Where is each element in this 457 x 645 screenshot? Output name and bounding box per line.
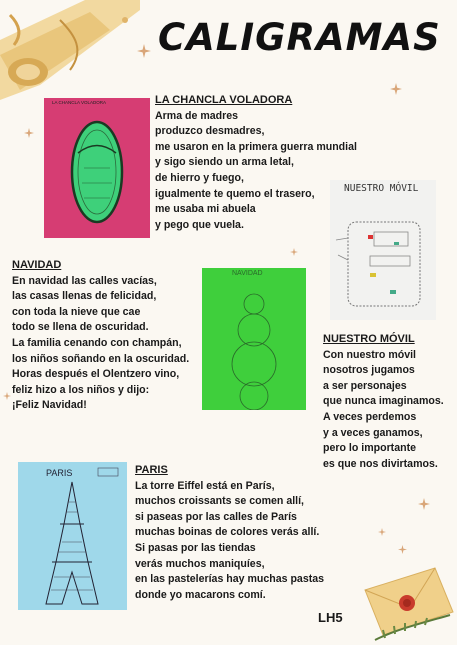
poem-line: ¡Feliz Navidad! xyxy=(12,399,87,412)
poem-title: NAVIDAD xyxy=(12,259,62,271)
poem-line: que nunca imaginamos. xyxy=(323,395,444,408)
poem-line: me usaron en la primera guerra mundial xyxy=(155,140,357,153)
eiffel-tower-drawing xyxy=(18,462,127,610)
poem-line: Con nuestro móvil xyxy=(323,348,416,361)
chancla-drawing-photo xyxy=(44,98,150,238)
poem-line: de hierro y fuego, xyxy=(155,171,244,184)
poem-line: muchas boinas de colores verás allí. xyxy=(135,526,320,539)
poem-paris xyxy=(135,463,324,603)
star-icon xyxy=(418,498,430,510)
star-icon xyxy=(24,128,34,138)
poem-line: Horas después el Olentzero vino, xyxy=(12,368,180,381)
poem-line: produzco desmadres, xyxy=(155,125,265,138)
star-icon xyxy=(398,545,407,554)
page-title: CALIGRAMAS xyxy=(158,16,441,59)
poem-line: me usaba mi abuela xyxy=(155,203,256,216)
poem-line: si paseas por las calles de París xyxy=(135,510,297,523)
sandal-drawing xyxy=(44,98,150,238)
poem-line: y a veces ganamos, xyxy=(323,426,423,439)
poem-line: feliz hizo a los niños y dijo: xyxy=(12,383,150,396)
poem-title: PARIS xyxy=(135,464,168,476)
star-icon xyxy=(290,248,298,256)
poem-line: Si pasas por las tiendas xyxy=(135,541,256,554)
navidad-drawing-photo xyxy=(202,268,306,410)
movil-photo-heading: NUESTRO MÓVIL xyxy=(344,183,419,194)
poem-chancla xyxy=(155,93,357,233)
star-icon xyxy=(3,392,11,400)
poem-line: igualmente te quemo el trasero, xyxy=(155,187,315,200)
star-icon xyxy=(137,44,151,58)
poem-navidad xyxy=(12,258,189,414)
star-icon xyxy=(390,83,402,95)
poem-line: los niños soñando en la oscuridad. xyxy=(12,352,190,365)
poem-line: La familia cenando con champán, xyxy=(12,336,182,349)
poem-line: a ser personajes xyxy=(323,379,407,392)
navidad-photo-heading: NAVIDAD xyxy=(232,270,263,277)
poem-line: es que nos divirtamos. xyxy=(323,457,438,470)
snowman-drawing xyxy=(202,268,306,410)
poem-line: todo se llena de oscuridad. xyxy=(12,321,149,334)
poem-title: LA CHANCLA VOLADORA xyxy=(155,94,293,106)
poem-line: donde yo macarons comí. xyxy=(135,588,266,601)
paris-photo-heading: PARIS xyxy=(46,468,73,478)
poem-line: muchos croissants se comen allí, xyxy=(135,495,304,508)
poem-line: La torre Eiffel está en París, xyxy=(135,479,275,492)
poem-line: pero lo importante xyxy=(323,442,416,455)
star-icon xyxy=(378,528,386,536)
phone-drawing xyxy=(330,180,436,320)
poem-movil xyxy=(323,332,444,472)
paris-drawing-photo xyxy=(18,462,127,610)
poem-line: y sigo siendo un arma letal, xyxy=(155,156,294,169)
poem-line: con toda la nieve que cae xyxy=(12,305,141,318)
poem-line: nosotros jugamos xyxy=(323,364,415,377)
poem-line: las casas llenas de felicidad, xyxy=(12,290,157,303)
page-code: LH5 xyxy=(318,610,343,625)
envelope-decoration xyxy=(355,560,457,645)
poem-line: En navidad las calles vacías, xyxy=(12,274,157,287)
poem-title: NUESTRO MÓVIL xyxy=(323,333,415,345)
poem-line: verás muchos maniquíes, xyxy=(135,557,265,570)
poem-line: y pego que vuela. xyxy=(155,218,244,231)
movil-drawing-photo xyxy=(330,180,436,320)
poem-line: A veces perdemos xyxy=(323,410,417,423)
poem-line: Arma de madres xyxy=(155,109,239,122)
poem-line: en las pastelerías hay muchas pastas xyxy=(135,573,325,586)
scroll-decoration xyxy=(0,0,140,110)
chancla-photo-caption: LA CHANCLA VOLADORA xyxy=(52,100,107,105)
